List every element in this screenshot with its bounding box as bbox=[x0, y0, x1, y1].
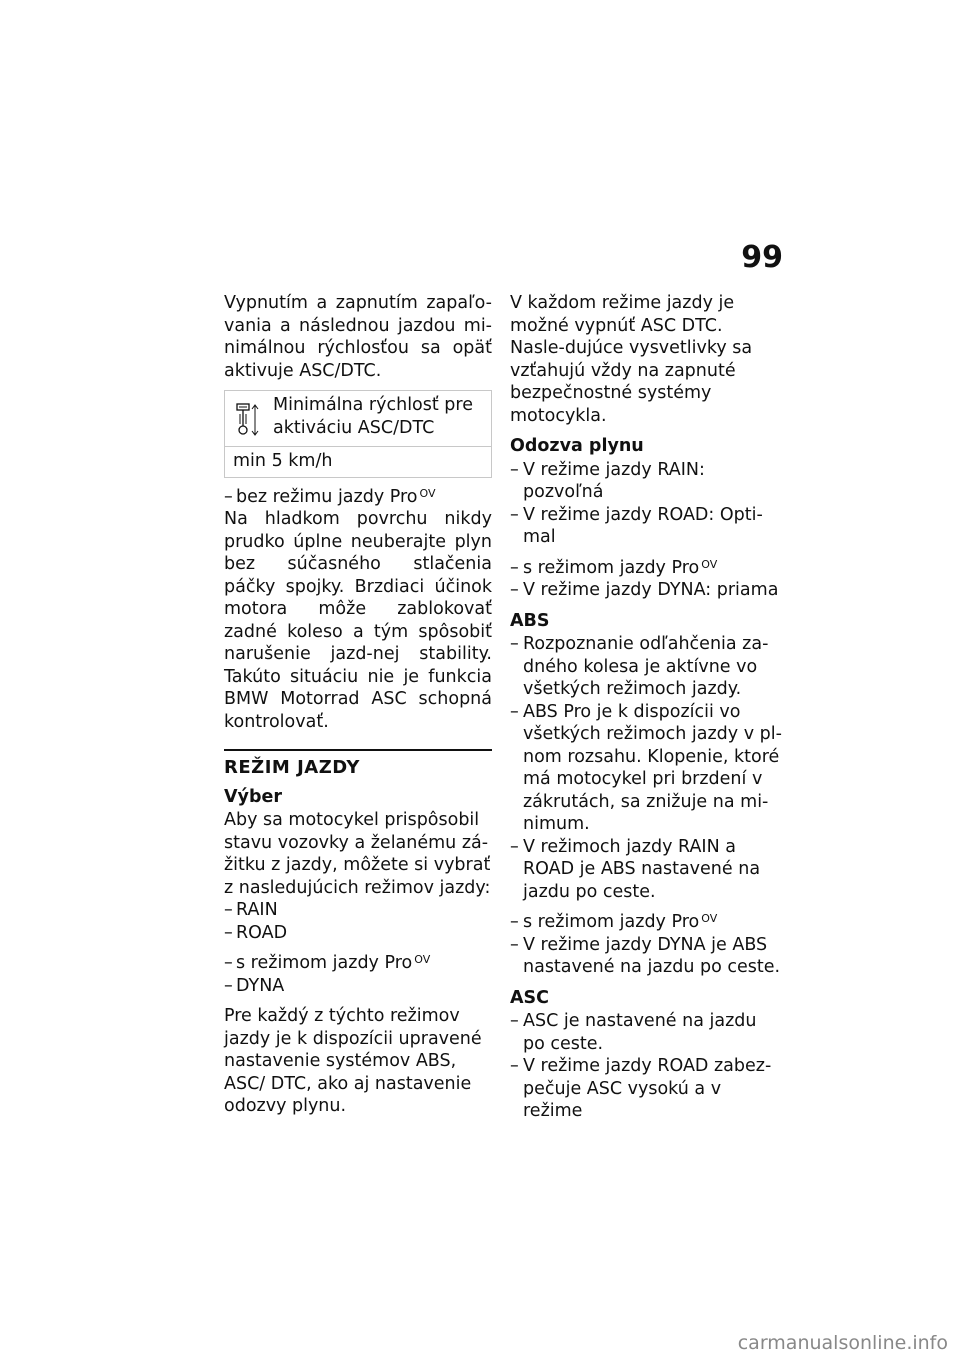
list-item: – V režime jazdy ROAD zabez-pečuje ASC vysokú a v režime bbox=[510, 1055, 782, 1123]
asc-reactivation-text: Vypnutím a zapnutím zapaľo-vania a následnou jazdou mi-nimálnou rýchlosťou sa opäť aktivuje ASC/DTC. bbox=[224, 293, 492, 381]
list-item-rain: – RAIN bbox=[224, 899, 492, 922]
list-item: – bez režimu jazdy Pro $^{OV}$ bbox=[224, 486, 492, 509]
list-item: – ABS Pro je k dispozícii vo všetkých režimoch jazdy v pl-nom rozsahu. Klopenie, ktoré má motocykel pri brzdení v zákrutách, sa znižuje na mi-nimum. bbox=[510, 701, 782, 836]
ov-superscript: OV bbox=[701, 557, 718, 571]
list-item-road: – ROAD bbox=[224, 922, 492, 945]
section-divider bbox=[224, 749, 492, 751]
smooth-surface-warning: Na hladkom povrchu nikdy prudko úplne neuberajte plyn bez súčasného stlačenia páčky spojky. Brzdiaci účinok motora môže zablokovať zadné koleso a tým spôsobiť narušenie jazd-nej stability. Takúto situáciu nie je funkcia BMW Motorrad ASC schopná kontrolovať. bbox=[224, 509, 492, 732]
info-box-title: Minimálna rýchlosť pre aktiváciu ASC/DTC bbox=[273, 395, 473, 438]
right-column bbox=[510, 292, 782, 1131]
throttle-pro-list bbox=[510, 557, 782, 602]
asc-dtc-icon bbox=[231, 398, 269, 440]
info-box-value: min 5 km/h bbox=[225, 446, 491, 477]
list-item: – V režime jazdy RAIN: pozvoľná bbox=[510, 459, 782, 504]
watermark: carmanualsonline.info bbox=[737, 1332, 948, 1354]
mode-settings-text: Pre každý z týchto režimov jazdy je k dispozícii upravené nastavenie systémov ABS, ASC/ DTC, ako aj nastavenie odozvy plynu. bbox=[224, 1006, 482, 1116]
pro-mode-list bbox=[224, 952, 492, 997]
left-column bbox=[224, 292, 492, 1126]
section-title: REŽIM JAZDY bbox=[224, 757, 360, 778]
selection-text: Aby sa motocykel prispôsobil stavu vozovky a želanému zá-žitku z jazdy, môžete si vybrať z nasledujúcich režimov jazdy: bbox=[224, 810, 491, 898]
list-item: – V režime jazdy ROAD: Opti-mal bbox=[510, 504, 782, 549]
page-number: 99 bbox=[741, 240, 783, 275]
ov-superscript: OV bbox=[419, 486, 436, 500]
abs-list bbox=[510, 633, 782, 903]
list-item: – Rozpoznanie odľahčenia za-dného kolesa je aktívne vo všetkých režimoch jazdy. bbox=[510, 633, 782, 701]
info-box-header bbox=[225, 391, 491, 446]
throttle-response-list bbox=[510, 459, 782, 549]
list-item: – V režime jazdy DYNA: priama bbox=[510, 579, 782, 602]
list-item: – ASC je nastavené na jazdu po ceste. bbox=[510, 1010, 782, 1055]
list-item: – s režimom jazdy Pro $^{OV}$ bbox=[510, 911, 782, 934]
asc-heading: ASC bbox=[510, 987, 549, 1008]
selection-heading: Výber bbox=[224, 786, 282, 807]
riding-mode-list bbox=[224, 899, 492, 944]
throttle-response-heading: Odozva plynu bbox=[510, 436, 644, 456]
list-item: – V režimoch jazdy RAIN a ROAD je ABS nastavené na jazdu po ceste. bbox=[510, 836, 782, 904]
ov-superscript: OV bbox=[414, 953, 431, 966]
list-item-dyna: – DYNA bbox=[224, 975, 492, 998]
list-item: – s režimom jazdy Pro $^{OV}$ bbox=[510, 557, 782, 580]
asc-dtc-off-text: V každom režime jazdy je možné vypnúť ASC DTC. Nasle-dujúce vysvetlivky sa vzťahujú vždy na zapnuté bezpečnostné systémy motocykla. bbox=[510, 293, 753, 426]
list-item: – s režimom jazdy Pro $^{OV}$ bbox=[224, 952, 492, 975]
ov-superscript: OV bbox=[701, 912, 718, 925]
abs-heading: ABS bbox=[510, 610, 550, 631]
list-item: – V režime jazdy DYNA je ABS nastavené na jazdu po ceste. bbox=[510, 934, 782, 979]
min-speed-info-box bbox=[224, 390, 492, 478]
asc-list bbox=[510, 1010, 782, 1123]
abs-pro-list bbox=[510, 911, 782, 979]
pro-mode-condition bbox=[224, 486, 492, 509]
